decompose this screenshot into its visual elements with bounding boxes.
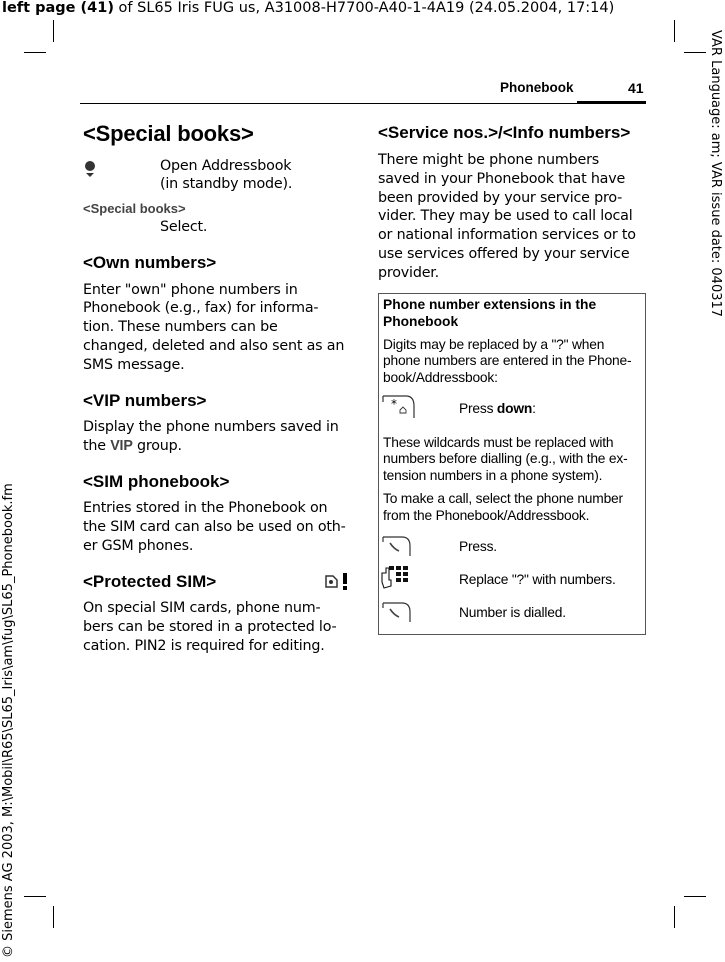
- running-head-title: Phonebook: [500, 80, 574, 95]
- crop-mark: [684, 896, 706, 897]
- print-header-bold: left page (41): [2, 0, 114, 16]
- special-books-step2: Select.: [160, 219, 208, 235]
- var-language-note: VAR Language: am; VAR issue date: 040317: [708, 30, 723, 318]
- step-replace: Replace "?" with numbers.: [459, 572, 616, 587]
- crop-mark: [24, 896, 46, 897]
- heading-protected-sim: <Protected SIM>: [83, 572, 217, 591]
- print-header: [2, 0, 614, 16]
- own-numbers-line: SMS message.: [83, 357, 185, 373]
- sim-phonebook-line: Entries stored in the Phonebook on: [83, 500, 328, 516]
- box-para1-line: book/Addressbook:: [383, 370, 498, 385]
- heading-own-numbers: <Own numbers>: [83, 253, 217, 272]
- box-title-line2: Phonebook: [383, 314, 459, 329]
- own-numbers-line: changed, deleted and also sent as an: [83, 338, 345, 354]
- press-post: :: [532, 401, 536, 416]
- header-rule: [80, 103, 646, 104]
- box-para3-line: To make a call, select the phone number: [383, 491, 623, 506]
- heading-service-nos: <Service nos.>/<Info numbers>: [378, 123, 631, 142]
- press-pre: Press: [459, 401, 497, 416]
- service-nos-line: been provided by your service pro-: [378, 190, 623, 206]
- keypad-icon: [380, 564, 410, 594]
- special-books-step1-line2: (in standby mode).: [160, 176, 293, 192]
- service-nos-line: provider.: [378, 265, 439, 281]
- crop-mark: [24, 52, 46, 53]
- service-nos-line: There might be phone numbers: [378, 152, 600, 168]
- crop-mark: [53, 20, 54, 42]
- box-para1-line: Digits may be replaced by a "?" when: [383, 337, 605, 352]
- protected-sim-line: On special SIM cards, phone num-: [83, 600, 321, 616]
- box-para2-line: tension numbers in a phone system).: [383, 468, 603, 483]
- vip-line2-pre: the: [83, 438, 111, 454]
- header-rule-thick: [577, 101, 646, 104]
- crop-mark: [53, 906, 54, 928]
- press-down-step: [459, 401, 536, 418]
- warning-icon: [342, 572, 348, 594]
- softkey-special-books: <Special books>: [83, 201, 186, 216]
- page-number: 41: [628, 80, 644, 96]
- own-numbers-line: tion. These numbers can be: [83, 319, 278, 335]
- box-title-line1: Phone number extensions in the: [383, 297, 597, 312]
- service-nos-line: vider. They may be used to call local: [378, 208, 633, 224]
- service-nos-line: saved in your Phonebook that have: [378, 171, 626, 187]
- heading-sim-phonebook: <SIM phonebook>: [83, 472, 230, 491]
- heading-vip-numbers: <VIP numbers>: [83, 391, 207, 410]
- box-para1-line: phone numbers are entered in the Phone-: [383, 353, 632, 368]
- call-key-icon: [382, 601, 412, 627]
- vip-numbers-line1: Display the phone numbers saved in: [83, 419, 339, 435]
- step-press: Press.: [459, 539, 497, 554]
- box-para2-line: These wildcards must be replaced with: [383, 435, 614, 450]
- call-key-icon: [382, 535, 412, 561]
- vip-group-label: VIP: [110, 438, 133, 454]
- protected-sim-line: cation. PIN2 is required for editing.: [83, 638, 325, 654]
- star-key-icon: [382, 394, 416, 424]
- box-para3-line: from the Phonebook/Addressbook.: [383, 508, 590, 523]
- control-key-down-icon: [84, 160, 98, 182]
- own-numbers-line: Phonebook (e.g., fax) for informa-: [83, 300, 319, 316]
- copyright-note: © Siemens AG 2003, M:\Mobil\R65\SL65_Iris\am\fug\SL65_Phonebook.fm: [1, 483, 16, 958]
- svg-text:*: *: [391, 397, 397, 411]
- service-nos-line: or national information services or to: [378, 227, 636, 243]
- press-down-key: down: [496, 401, 533, 416]
- own-numbers-line: Enter "own" phone numbers in: [83, 282, 298, 298]
- sim-phonebook-line: the SIM card can also be used on oth-: [83, 519, 346, 535]
- box-para2-line: numbers before dialling (e.g., with the ex-: [383, 451, 628, 466]
- step-dialled: Number is dialled.: [459, 605, 566, 620]
- crop-mark: [684, 52, 706, 53]
- heading-special-books: <Special books>: [83, 121, 254, 146]
- crop-mark: [674, 906, 675, 928]
- vip-numbers-line2: [83, 437, 182, 456]
- crop-mark: [674, 20, 675, 42]
- print-header-rest: of SL65 Iris FUG us, A31008-H7700-A40-1-4A19 (24.05.2004, 17:14): [113, 0, 615, 16]
- service-nos-line: use services offered by your service: [378, 246, 630, 262]
- special-books-step1-line1: Open Addressbook: [160, 158, 292, 174]
- sim-phonebook-line: er GSM phones.: [83, 538, 194, 554]
- protected-sim-line: bers can be stored in a protected lo-: [83, 619, 337, 635]
- sim-service-icon: [322, 572, 340, 594]
- vip-line2-post: group.: [132, 438, 182, 454]
